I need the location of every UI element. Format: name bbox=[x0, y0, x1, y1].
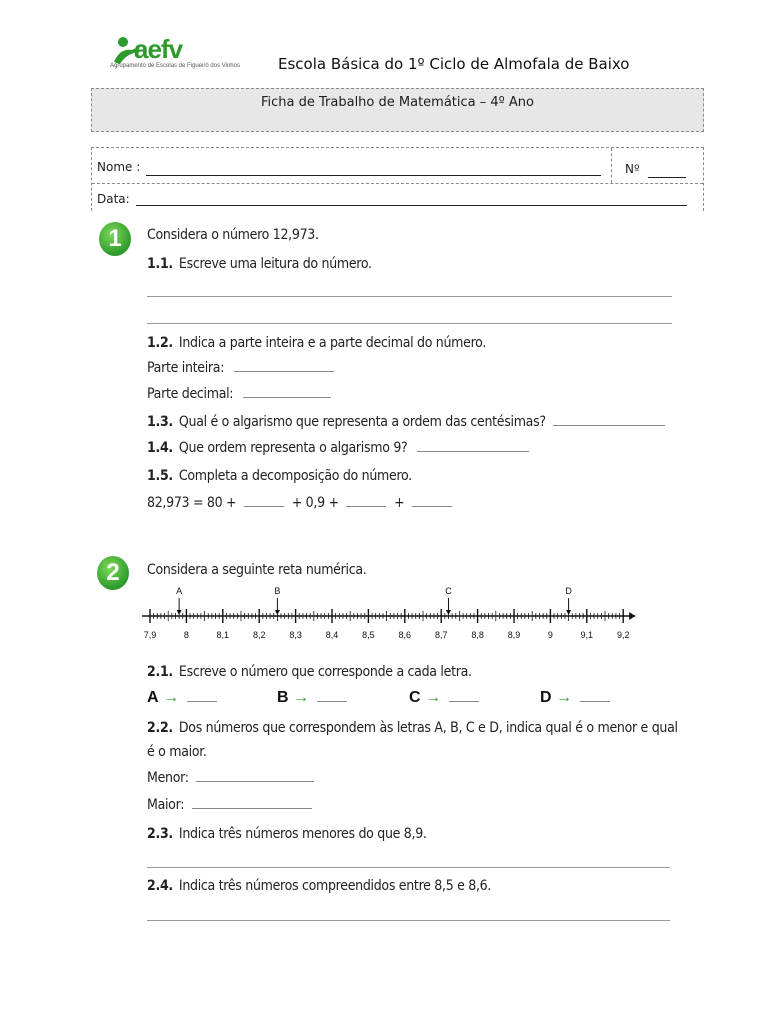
integer-part-field[interactable] bbox=[234, 371, 334, 372]
logo-text: aefv bbox=[134, 34, 183, 64]
integer-part-row bbox=[147, 360, 334, 376]
question-1-4 bbox=[147, 440, 529, 456]
arrow-icon: → bbox=[425, 689, 442, 706]
number-line bbox=[140, 580, 650, 650]
question-number: 1.3. bbox=[147, 414, 173, 430]
exercise-2-badge: 2 bbox=[97, 556, 129, 590]
tick-label: 8,2 bbox=[252, 630, 266, 640]
letter-b-field[interactable] bbox=[317, 701, 347, 702]
answer-line[interactable] bbox=[147, 920, 670, 921]
question-text: Indica três números menores do que 8,9. bbox=[178, 826, 427, 842]
equation-blank[interactable] bbox=[244, 506, 284, 507]
smallest-label: Menor: bbox=[147, 770, 189, 786]
letter-b-row bbox=[277, 689, 347, 707]
marker-letter-b: B bbox=[274, 586, 281, 596]
tick-label: 7,9 bbox=[143, 630, 157, 640]
letter-d: D bbox=[540, 689, 552, 706]
largest-row bbox=[147, 797, 312, 813]
largest-label: Maior: bbox=[147, 797, 185, 813]
question-1-5 bbox=[147, 468, 412, 484]
question-text: Indica a parte inteira e a parte decimal do número. bbox=[178, 335, 487, 351]
marker-arrowhead bbox=[566, 610, 571, 615]
decimal-part-label: Parte decimal: bbox=[147, 386, 234, 402]
marker-letter-c: C bbox=[445, 586, 452, 596]
tick-label: 8,6 bbox=[398, 630, 412, 640]
question-text: Indica três números compreendidos entre 8,5 e 8,6. bbox=[178, 878, 492, 894]
axis-arrow bbox=[629, 612, 635, 620]
letter-c-row bbox=[409, 689, 479, 707]
smallest-field[interactable] bbox=[196, 781, 314, 782]
question-number: 1.4. bbox=[147, 440, 173, 456]
question-2-2 bbox=[147, 720, 678, 736]
marker-arrowhead bbox=[275, 610, 280, 615]
name-label: Nome : bbox=[97, 160, 141, 174]
decimal-part-field[interactable] bbox=[243, 397, 331, 398]
letter-c: C bbox=[409, 689, 421, 706]
letter-a-field[interactable] bbox=[187, 701, 217, 702]
answer-line[interactable] bbox=[147, 323, 672, 324]
equation-part: + bbox=[394, 495, 405, 511]
letter-d-field[interactable] bbox=[580, 701, 610, 702]
question-number: 1.5. bbox=[147, 468, 173, 484]
question-text: Dos números que correspondem às letras A, B, C e D, indica qual é o menor e qual bbox=[178, 720, 678, 736]
answer-line[interactable] bbox=[147, 867, 670, 868]
tick-label: 9 bbox=[547, 630, 553, 640]
letter-d-row bbox=[540, 689, 610, 707]
tick-label: 8,5 bbox=[362, 630, 375, 640]
question-2-4 bbox=[147, 878, 491, 894]
arrow-icon: → bbox=[163, 689, 180, 706]
question-text: Qual é o algarismo que representa a ordem das centésimas? bbox=[178, 414, 546, 430]
tick-label: 8 bbox=[183, 630, 189, 640]
tick-label: 8,1 bbox=[216, 630, 230, 640]
letter-a-row bbox=[147, 689, 217, 707]
answer-line[interactable] bbox=[147, 296, 672, 297]
tick-label: 8,8 bbox=[471, 630, 484, 640]
question-number: 2.1. bbox=[147, 664, 173, 680]
question-1-3 bbox=[147, 414, 665, 430]
largest-field[interactable] bbox=[192, 808, 312, 809]
school-name: Escola Básica do 1º Ciclo de Almofala de Baixo bbox=[278, 55, 630, 73]
number-label: Nº bbox=[625, 162, 640, 176]
question-1-2 bbox=[147, 335, 486, 351]
smallest-row bbox=[147, 770, 314, 786]
exercise-1-statement: Considera o número 12,973. bbox=[147, 227, 319, 243]
question-text: Que ordem representa o algarismo 9? bbox=[178, 440, 408, 456]
integer-part-label: Parte inteira: bbox=[147, 360, 225, 376]
question-number: 2.3. bbox=[147, 826, 173, 842]
question-text: Completa a decomposição do número. bbox=[178, 468, 412, 484]
question-2-3 bbox=[147, 826, 427, 842]
question-text: Escreve o número que corresponde a cada letra. bbox=[178, 664, 472, 680]
question-2-2-continuation: é o maior. bbox=[147, 744, 207, 760]
tick-label: 8,7 bbox=[434, 630, 448, 640]
answer-field[interactable] bbox=[553, 425, 665, 426]
exercise-2-statement: Considera a seguinte reta numérica. bbox=[147, 562, 367, 578]
equation-part: + 0,9 + bbox=[291, 495, 339, 511]
decimal-part-row bbox=[147, 386, 331, 402]
tick-label: 8,4 bbox=[325, 630, 339, 640]
tick-label: 8,3 bbox=[289, 630, 302, 640]
equation-part: 82,973 = 80 + bbox=[147, 495, 237, 511]
equation-blank[interactable] bbox=[412, 506, 452, 507]
marker-letter-a: A bbox=[176, 586, 183, 596]
arrow-icon: → bbox=[556, 689, 573, 706]
question-number: 2.2. bbox=[147, 720, 173, 736]
letter-b: B bbox=[277, 689, 289, 706]
date-field[interactable] bbox=[136, 205, 687, 206]
date-label: Data: bbox=[97, 192, 130, 206]
letter-a: A bbox=[147, 689, 159, 706]
question-1-1 bbox=[147, 256, 372, 272]
decomposition-equation bbox=[147, 495, 452, 511]
equation-blank[interactable] bbox=[346, 506, 386, 507]
number-field[interactable] bbox=[648, 177, 686, 178]
question-2-1 bbox=[147, 664, 472, 680]
letter-answers bbox=[147, 689, 627, 711]
tick-label: 9,1 bbox=[580, 630, 594, 640]
student-info-form bbox=[91, 147, 704, 211]
school-logo bbox=[110, 36, 280, 72]
question-number: 1.2. bbox=[147, 335, 173, 351]
question-text: Escreve uma leitura do número. bbox=[178, 256, 372, 272]
arrow-icon: → bbox=[293, 689, 310, 706]
marker-arrowhead bbox=[177, 610, 182, 615]
worksheet-title bbox=[91, 88, 704, 132]
marker-letter-d: D bbox=[565, 586, 572, 596]
question-number: 1.1. bbox=[147, 256, 173, 272]
question-number: 2.4. bbox=[147, 878, 173, 894]
name-field[interactable] bbox=[146, 175, 601, 176]
logo-subtitle: Agrupamento de Escolas de Figueiró dos Vinhos bbox=[110, 63, 240, 69]
tick-label: 9,2 bbox=[616, 630, 630, 640]
worksheet-title-text: Ficha de Trabalho de Matemática – 4º Ano bbox=[261, 95, 534, 110]
answer-field[interactable] bbox=[417, 451, 529, 452]
tick-label: 8,9 bbox=[507, 630, 521, 640]
exercise-1-badge: 1 bbox=[99, 222, 131, 256]
letter-c-field[interactable] bbox=[449, 701, 479, 702]
marker-arrowhead bbox=[446, 610, 451, 615]
